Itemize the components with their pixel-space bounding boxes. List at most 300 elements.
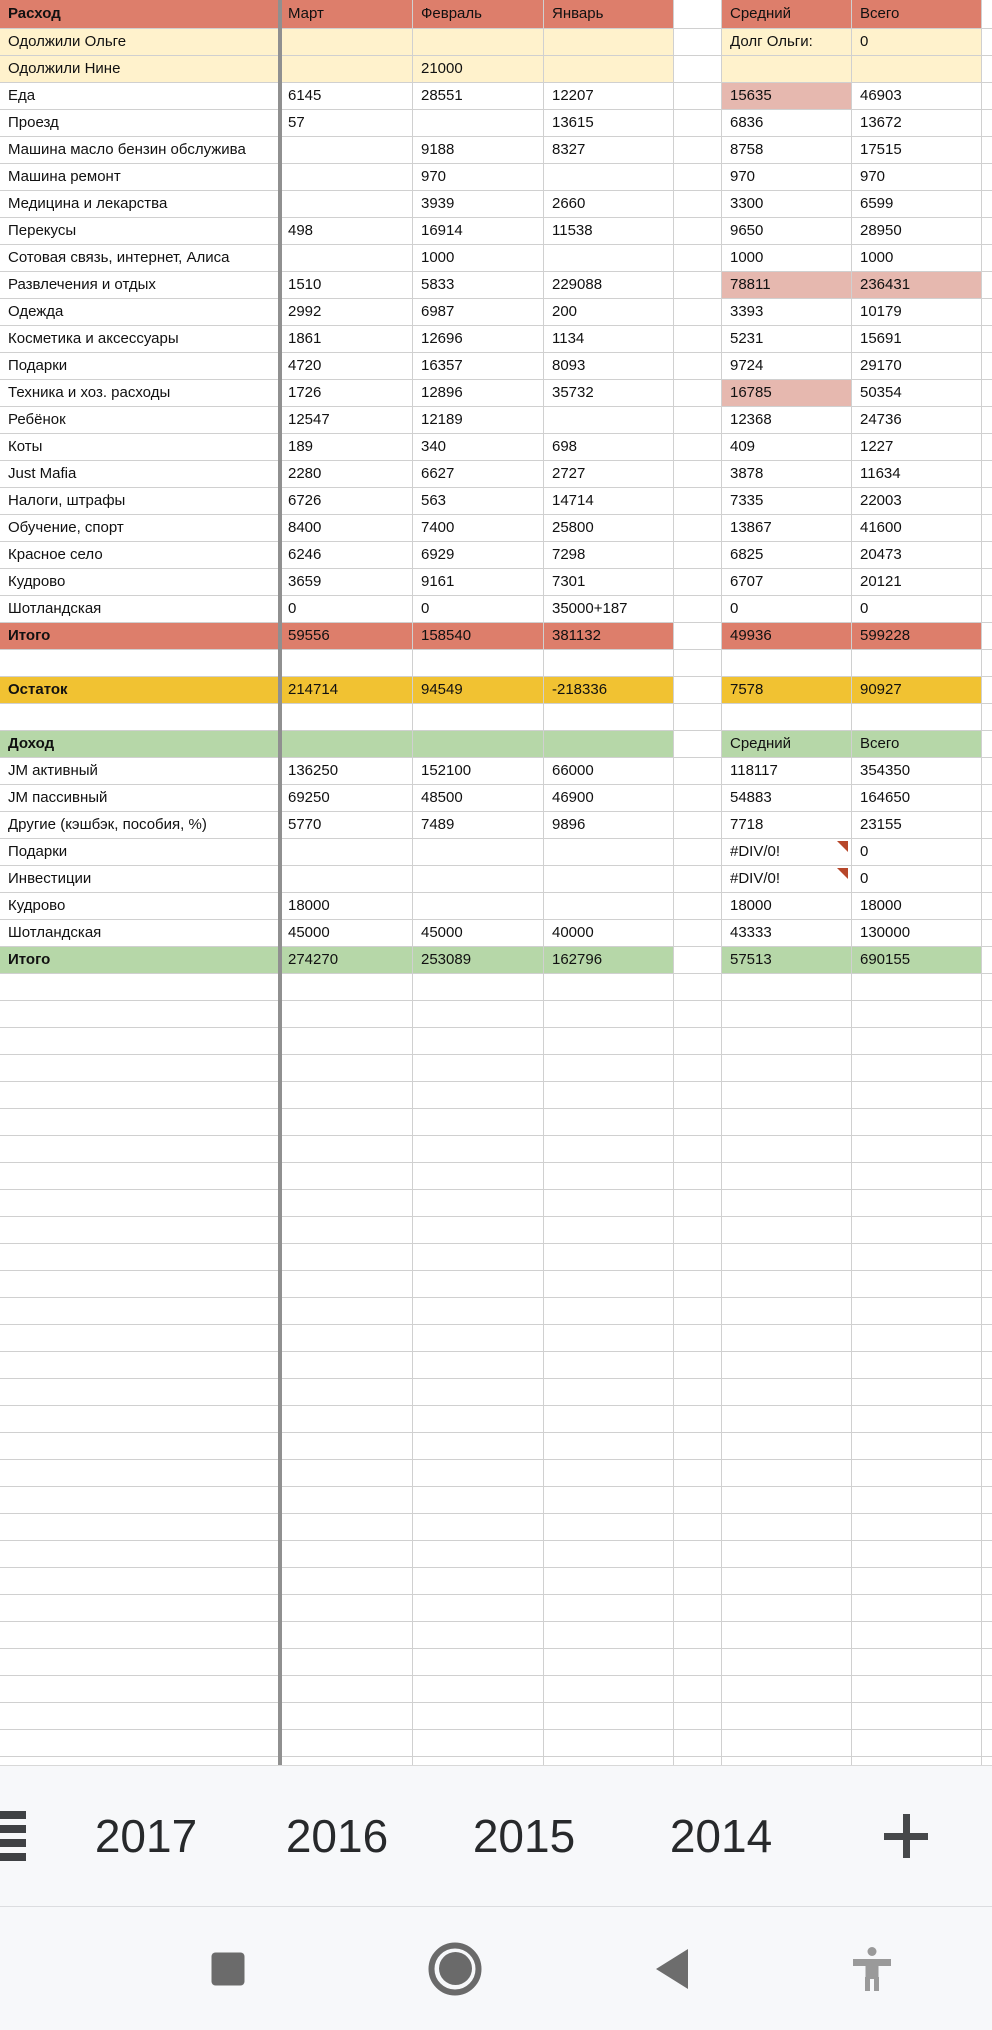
- row-label-cell[interactable]: [0, 434, 280, 461]
- empty-cell[interactable]: [280, 1676, 413, 1703]
- spacer-cell[interactable]: [982, 731, 992, 758]
- spacer-cell[interactable]: [674, 461, 722, 488]
- value-cell[interactable]: [280, 272, 413, 299]
- empty-cell[interactable]: [413, 1379, 544, 1406]
- value-cell[interactable]: [722, 137, 852, 164]
- spacer-cell[interactable]: [982, 1163, 992, 1190]
- empty-cell[interactable]: [0, 1730, 280, 1757]
- value-cell[interactable]: [544, 164, 674, 191]
- value-cell[interactable]: [280, 650, 413, 677]
- value-cell[interactable]: [280, 677, 413, 704]
- value-cell[interactable]: [722, 920, 852, 947]
- value-cell[interactable]: [413, 623, 544, 650]
- empty-cell[interactable]: [544, 1622, 674, 1649]
- value-cell[interactable]: [280, 29, 413, 56]
- value-cell[interactable]: [722, 299, 852, 326]
- spacer-cell[interactable]: [982, 1757, 992, 1765]
- spacer-cell[interactable]: [982, 1622, 992, 1649]
- empty-cell[interactable]: [413, 974, 544, 1001]
- empty-cell[interactable]: [280, 1109, 413, 1136]
- value-cell[interactable]: [852, 623, 982, 650]
- spacer-cell[interactable]: [674, 1622, 722, 1649]
- value-cell[interactable]: [852, 218, 982, 245]
- empty-cell[interactable]: [722, 1676, 852, 1703]
- value-cell[interactable]: [544, 110, 674, 137]
- value-cell[interactable]: [852, 515, 982, 542]
- empty-cell[interactable]: [544, 1244, 674, 1271]
- value-cell[interactable]: [722, 623, 852, 650]
- empty-cell[interactable]: [852, 1595, 982, 1622]
- row-label-cell[interactable]: [0, 758, 280, 785]
- value-cell[interactable]: [722, 110, 852, 137]
- empty-cell[interactable]: [280, 1163, 413, 1190]
- empty-cell[interactable]: [413, 1217, 544, 1244]
- empty-cell[interactable]: [722, 1190, 852, 1217]
- empty-cell[interactable]: [722, 1730, 852, 1757]
- value-cell[interactable]: [413, 110, 544, 137]
- row-label-cell[interactable]: [0, 407, 280, 434]
- value-cell[interactable]: [852, 947, 982, 974]
- empty-cell[interactable]: [722, 1622, 852, 1649]
- empty-cell[interactable]: [852, 1298, 982, 1325]
- value-cell[interactable]: [413, 83, 544, 110]
- row-label-cell[interactable]: [0, 218, 280, 245]
- value-cell[interactable]: [722, 785, 852, 812]
- empty-cell[interactable]: [280, 1379, 413, 1406]
- spacer-cell[interactable]: [982, 1379, 992, 1406]
- empty-cell[interactable]: [0, 1379, 280, 1406]
- empty-cell[interactable]: [413, 1190, 544, 1217]
- value-cell[interactable]: [852, 893, 982, 920]
- row-label-cell[interactable]: [0, 29, 280, 56]
- empty-cell[interactable]: [280, 1055, 413, 1082]
- empty-cell[interactable]: [0, 1649, 280, 1676]
- value-cell[interactable]: [852, 299, 982, 326]
- row-label-cell[interactable]: [0, 272, 280, 299]
- spacer-cell[interactable]: [674, 1352, 722, 1379]
- spacer-cell[interactable]: [674, 1055, 722, 1082]
- value-cell[interactable]: [280, 542, 413, 569]
- empty-cell[interactable]: [852, 1055, 982, 1082]
- empty-cell[interactable]: [544, 1757, 674, 1765]
- spacer-cell[interactable]: [982, 812, 992, 839]
- add-sheet-button[interactable]: [884, 1814, 928, 1858]
- value-cell[interactable]: [852, 596, 982, 623]
- empty-cell[interactable]: [280, 1730, 413, 1757]
- spacer-cell[interactable]: [674, 1109, 722, 1136]
- empty-cell[interactable]: [280, 1460, 413, 1487]
- spacer-cell[interactable]: [982, 137, 992, 164]
- value-cell[interactable]: [413, 164, 544, 191]
- value-cell[interactable]: [722, 596, 852, 623]
- spacer-cell[interactable]: [674, 866, 722, 893]
- value-cell[interactable]: [413, 272, 544, 299]
- value-cell[interactable]: [544, 650, 674, 677]
- value-cell[interactable]: [722, 488, 852, 515]
- spacer-cell[interactable]: [982, 1055, 992, 1082]
- spacer-cell[interactable]: [674, 1217, 722, 1244]
- spacer-cell[interactable]: [982, 1325, 992, 1352]
- spacer-cell[interactable]: [982, 1217, 992, 1244]
- value-cell[interactable]: [852, 812, 982, 839]
- empty-cell[interactable]: [852, 1703, 982, 1730]
- empty-cell[interactable]: [280, 1298, 413, 1325]
- empty-cell[interactable]: [413, 1163, 544, 1190]
- spacer-cell[interactable]: [674, 1568, 722, 1595]
- empty-cell[interactable]: [413, 1730, 544, 1757]
- value-cell[interactable]: [544, 488, 674, 515]
- value-cell[interactable]: [722, 731, 852, 758]
- row-label-cell[interactable]: [0, 542, 280, 569]
- spacer-cell[interactable]: [674, 1460, 722, 1487]
- empty-cell[interactable]: [280, 1703, 413, 1730]
- empty-cell[interactable]: [722, 1271, 852, 1298]
- value-cell[interactable]: [544, 704, 674, 731]
- spacer-cell[interactable]: [982, 1244, 992, 1271]
- empty-cell[interactable]: [280, 1325, 413, 1352]
- empty-cell[interactable]: [413, 1406, 544, 1433]
- spacer-cell[interactable]: [674, 1757, 722, 1765]
- empty-cell[interactable]: [544, 1379, 674, 1406]
- value-cell[interactable]: [413, 839, 544, 866]
- value-cell[interactable]: [280, 812, 413, 839]
- spacer-cell[interactable]: [674, 515, 722, 542]
- value-cell[interactable]: [280, 137, 413, 164]
- empty-cell[interactable]: [722, 1460, 852, 1487]
- value-cell[interactable]: [544, 596, 674, 623]
- empty-cell[interactable]: [544, 1730, 674, 1757]
- empty-cell[interactable]: [0, 1514, 280, 1541]
- sheet-tab-2017[interactable]: 2017: [94, 1810, 198, 1862]
- value-cell[interactable]: [852, 488, 982, 515]
- spacer-cell[interactable]: [674, 488, 722, 515]
- value-cell[interactable]: [852, 245, 982, 272]
- empty-cell[interactable]: [0, 1325, 280, 1352]
- spacer-cell[interactable]: [674, 380, 722, 407]
- value-cell[interactable]: [280, 326, 413, 353]
- value-cell[interactable]: [280, 218, 413, 245]
- empty-cell[interactable]: [280, 1649, 413, 1676]
- value-cell[interactable]: [852, 326, 982, 353]
- spacer-cell[interactable]: [674, 1649, 722, 1676]
- value-cell[interactable]: [413, 704, 544, 731]
- value-cell[interactable]: [413, 191, 544, 218]
- value-cell[interactable]: [722, 893, 852, 920]
- spacer-cell[interactable]: [982, 218, 992, 245]
- value-cell[interactable]: [280, 299, 413, 326]
- spacer-cell[interactable]: [982, 29, 992, 56]
- value-cell[interactable]: [722, 29, 852, 56]
- empty-cell[interactable]: [413, 1649, 544, 1676]
- empty-cell[interactable]: [722, 1298, 852, 1325]
- empty-cell[interactable]: [852, 1109, 982, 1136]
- row-label-cell[interactable]: [0, 893, 280, 920]
- value-cell[interactable]: [280, 839, 413, 866]
- empty-cell[interactable]: [722, 1163, 852, 1190]
- value-cell[interactable]: [852, 83, 982, 110]
- empty-cell[interactable]: [0, 1487, 280, 1514]
- empty-cell[interactable]: [0, 1244, 280, 1271]
- value-cell[interactable]: [722, 947, 852, 974]
- row-label-cell[interactable]: [0, 650, 280, 677]
- spacer-cell[interactable]: [982, 1082, 992, 1109]
- spacer-cell[interactable]: [674, 326, 722, 353]
- spacer-cell[interactable]: [674, 299, 722, 326]
- spacer-cell[interactable]: [674, 1028, 722, 1055]
- empty-cell[interactable]: [722, 1541, 852, 1568]
- row-label-cell[interactable]: [0, 812, 280, 839]
- empty-cell[interactable]: [280, 1541, 413, 1568]
- value-cell[interactable]: [413, 731, 544, 758]
- spacer-cell[interactable]: [674, 1406, 722, 1433]
- empty-cell[interactable]: [0, 1109, 280, 1136]
- empty-cell[interactable]: [0, 1136, 280, 1163]
- empty-cell[interactable]: [413, 1298, 544, 1325]
- value-cell[interactable]: [722, 191, 852, 218]
- value-cell[interactable]: [280, 758, 413, 785]
- spacer-cell[interactable]: [982, 893, 992, 920]
- empty-cell[interactable]: [722, 974, 852, 1001]
- value-cell[interactable]: [852, 920, 982, 947]
- empty-cell[interactable]: [852, 1136, 982, 1163]
- spacer-cell[interactable]: [674, 83, 722, 110]
- value-cell[interactable]: [722, 839, 852, 866]
- value-cell[interactable]: [413, 920, 544, 947]
- value-cell[interactable]: [280, 596, 413, 623]
- spacer-cell[interactable]: [674, 1595, 722, 1622]
- value-cell[interactable]: [413, 326, 544, 353]
- value-cell[interactable]: [280, 731, 413, 758]
- empty-cell[interactable]: [544, 1298, 674, 1325]
- spacer-cell[interactable]: [674, 812, 722, 839]
- row-label-cell[interactable]: [0, 56, 280, 83]
- spacer-cell[interactable]: [674, 218, 722, 245]
- value-cell[interactable]: [852, 650, 982, 677]
- row-label-cell[interactable]: [0, 137, 280, 164]
- empty-cell[interactable]: [280, 1217, 413, 1244]
- spacer-cell[interactable]: [982, 758, 992, 785]
- column-header-cell[interactable]: [544, 0, 674, 29]
- empty-cell[interactable]: [280, 1001, 413, 1028]
- value-cell[interactable]: [413, 245, 544, 272]
- value-cell[interactable]: [280, 164, 413, 191]
- value-cell[interactable]: [280, 191, 413, 218]
- spacer-cell[interactable]: [982, 974, 992, 1001]
- spacer-cell[interactable]: [982, 434, 992, 461]
- value-cell[interactable]: [852, 29, 982, 56]
- value-cell[interactable]: [413, 650, 544, 677]
- empty-cell[interactable]: [544, 1676, 674, 1703]
- empty-cell[interactable]: [544, 1595, 674, 1622]
- row-label-cell[interactable]: [0, 947, 280, 974]
- spacer-cell[interactable]: [674, 947, 722, 974]
- value-cell[interactable]: [413, 299, 544, 326]
- empty-cell[interactable]: [413, 1514, 544, 1541]
- value-cell[interactable]: [544, 299, 674, 326]
- spacer-cell[interactable]: [674, 1487, 722, 1514]
- empty-cell[interactable]: [280, 1352, 413, 1379]
- column-header-cell[interactable]: [0, 0, 280, 29]
- value-cell[interactable]: [852, 866, 982, 893]
- spacer-cell[interactable]: [674, 1190, 722, 1217]
- empty-cell[interactable]: [413, 1271, 544, 1298]
- row-label-cell[interactable]: [0, 488, 280, 515]
- spacer-cell[interactable]: [982, 1568, 992, 1595]
- spacer-cell[interactable]: [674, 1541, 722, 1568]
- value-cell[interactable]: [544, 380, 674, 407]
- empty-cell[interactable]: [722, 1433, 852, 1460]
- value-cell[interactable]: [544, 893, 674, 920]
- spacer-cell[interactable]: [674, 1433, 722, 1460]
- empty-cell[interactable]: [722, 1649, 852, 1676]
- spacer-cell[interactable]: [982, 704, 992, 731]
- empty-cell[interactable]: [413, 1541, 544, 1568]
- empty-cell[interactable]: [280, 1433, 413, 1460]
- spacer-cell[interactable]: [674, 191, 722, 218]
- empty-cell[interactable]: [722, 1487, 852, 1514]
- value-cell[interactable]: [413, 380, 544, 407]
- empty-cell[interactable]: [0, 1433, 280, 1460]
- row-label-cell[interactable]: [0, 866, 280, 893]
- spacer-cell[interactable]: [982, 0, 992, 29]
- empty-cell[interactable]: [0, 1541, 280, 1568]
- row-label-cell[interactable]: [0, 515, 280, 542]
- spacer-cell[interactable]: [982, 785, 992, 812]
- spacer-cell[interactable]: [674, 839, 722, 866]
- column-header-cell[interactable]: [852, 0, 982, 29]
- spacer-cell[interactable]: [982, 650, 992, 677]
- value-cell[interactable]: [544, 515, 674, 542]
- sheet-list-icon[interactable]: [0, 1811, 26, 1861]
- spacer-cell[interactable]: [674, 1730, 722, 1757]
- row-label-cell[interactable]: [0, 677, 280, 704]
- value-cell[interactable]: [852, 56, 982, 83]
- spacer-cell[interactable]: [674, 542, 722, 569]
- value-cell[interactable]: [852, 731, 982, 758]
- value-cell[interactable]: [852, 191, 982, 218]
- empty-cell[interactable]: [722, 1352, 852, 1379]
- value-cell[interactable]: [852, 677, 982, 704]
- spacer-cell[interactable]: [674, 1325, 722, 1352]
- spacer-cell[interactable]: [674, 650, 722, 677]
- empty-cell[interactable]: [722, 1082, 852, 1109]
- empty-cell[interactable]: [544, 1109, 674, 1136]
- empty-cell[interactable]: [722, 1244, 852, 1271]
- value-cell[interactable]: [544, 812, 674, 839]
- value-cell[interactable]: [722, 812, 852, 839]
- empty-cell[interactable]: [413, 1109, 544, 1136]
- value-cell[interactable]: [413, 56, 544, 83]
- column-header-cell[interactable]: [280, 0, 413, 29]
- value-cell[interactable]: [852, 839, 982, 866]
- value-cell[interactable]: [544, 839, 674, 866]
- spacer-cell[interactable]: [982, 1460, 992, 1487]
- empty-cell[interactable]: [852, 1352, 982, 1379]
- empty-cell[interactable]: [413, 1082, 544, 1109]
- spacer-cell[interactable]: [982, 596, 992, 623]
- spacer-cell[interactable]: [674, 0, 722, 29]
- value-cell[interactable]: [280, 785, 413, 812]
- value-cell[interactable]: [722, 866, 852, 893]
- spacer-cell[interactable]: [674, 164, 722, 191]
- spacer-cell[interactable]: [982, 353, 992, 380]
- empty-cell[interactable]: [544, 1541, 674, 1568]
- empty-cell[interactable]: [852, 1487, 982, 1514]
- row-label-cell[interactable]: [0, 353, 280, 380]
- value-cell[interactable]: [280, 623, 413, 650]
- empty-cell[interactable]: [852, 1217, 982, 1244]
- value-cell[interactable]: [722, 83, 852, 110]
- empty-cell[interactable]: [852, 1244, 982, 1271]
- empty-cell[interactable]: [0, 1595, 280, 1622]
- spacer-cell[interactable]: [674, 920, 722, 947]
- empty-cell[interactable]: [544, 1487, 674, 1514]
- value-cell[interactable]: [544, 947, 674, 974]
- value-cell[interactable]: [722, 353, 852, 380]
- empty-cell[interactable]: [413, 1001, 544, 1028]
- value-cell[interactable]: [413, 758, 544, 785]
- value-cell[interactable]: [722, 245, 852, 272]
- empty-cell[interactable]: [722, 1028, 852, 1055]
- spacer-cell[interactable]: [674, 1379, 722, 1406]
- value-cell[interactable]: [544, 137, 674, 164]
- value-cell[interactable]: [280, 83, 413, 110]
- empty-cell[interactable]: [544, 1568, 674, 1595]
- value-cell[interactable]: [280, 407, 413, 434]
- empty-cell[interactable]: [852, 1190, 982, 1217]
- frozen-pane-divider[interactable]: [278, 0, 282, 1765]
- spacer-cell[interactable]: [982, 1109, 992, 1136]
- value-cell[interactable]: [544, 29, 674, 56]
- empty-cell[interactable]: [852, 1163, 982, 1190]
- spacer-cell[interactable]: [982, 245, 992, 272]
- empty-cell[interactable]: [413, 1460, 544, 1487]
- row-label-cell[interactable]: [0, 191, 280, 218]
- value-cell[interactable]: [413, 434, 544, 461]
- value-cell[interactable]: [413, 893, 544, 920]
- recents-button[interactable]: [212, 1952, 245, 1985]
- value-cell[interactable]: [852, 569, 982, 596]
- empty-cell[interactable]: [544, 1271, 674, 1298]
- value-cell[interactable]: [722, 272, 852, 299]
- spacer-cell[interactable]: [982, 299, 992, 326]
- spacer-cell[interactable]: [982, 407, 992, 434]
- spacer-cell[interactable]: [674, 1271, 722, 1298]
- empty-cell[interactable]: [413, 1244, 544, 1271]
- spacer-cell[interactable]: [982, 164, 992, 191]
- spacer-cell[interactable]: [674, 353, 722, 380]
- value-cell[interactable]: [852, 272, 982, 299]
- value-cell[interactable]: [722, 326, 852, 353]
- empty-cell[interactable]: [722, 1001, 852, 1028]
- spacer-cell[interactable]: [982, 110, 992, 137]
- value-cell[interactable]: [544, 272, 674, 299]
- spacer-cell[interactable]: [674, 407, 722, 434]
- spacer-cell[interactable]: [674, 1163, 722, 1190]
- value-cell[interactable]: [544, 758, 674, 785]
- spacer-cell[interactable]: [674, 1676, 722, 1703]
- value-cell[interactable]: [722, 434, 852, 461]
- spacer-cell[interactable]: [982, 920, 992, 947]
- value-cell[interactable]: [544, 677, 674, 704]
- value-cell[interactable]: [722, 542, 852, 569]
- spacer-cell[interactable]: [674, 434, 722, 461]
- empty-cell[interactable]: [413, 1325, 544, 1352]
- value-cell[interactable]: [280, 515, 413, 542]
- value-cell[interactable]: [413, 812, 544, 839]
- value-cell[interactable]: [280, 110, 413, 137]
- row-label-cell[interactable]: [0, 785, 280, 812]
